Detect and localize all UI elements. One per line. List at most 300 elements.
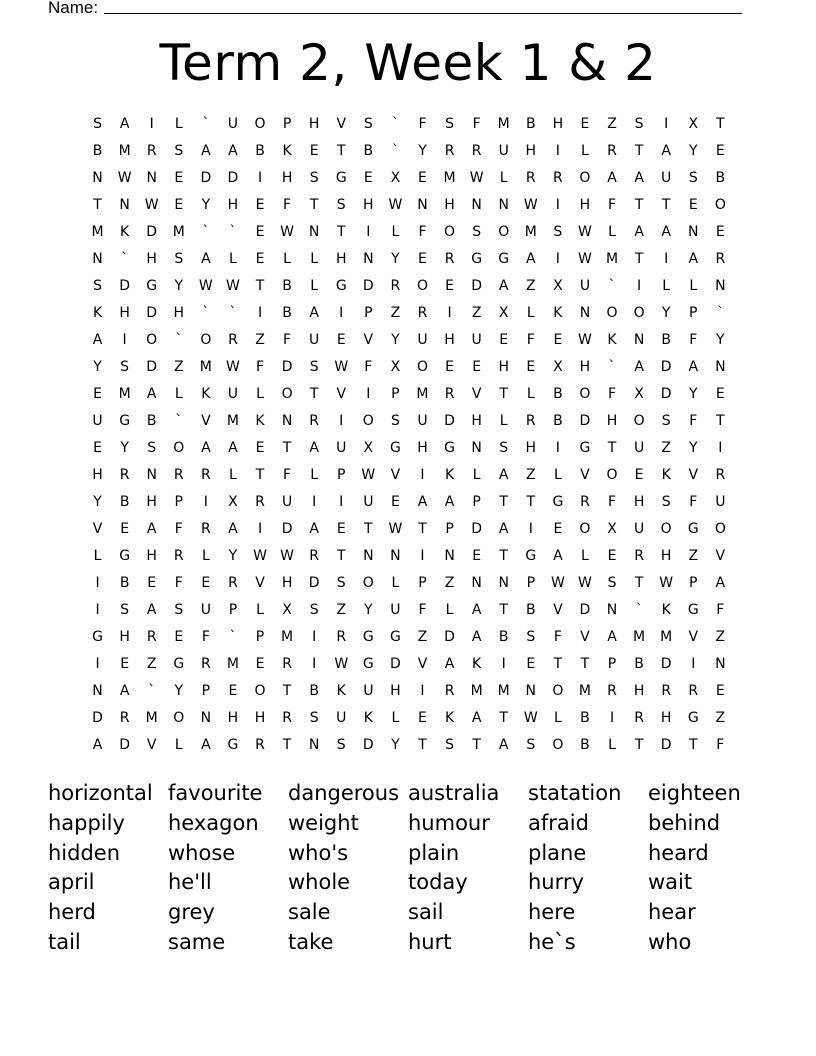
grid-letter[interactable]: H [525,440,537,456]
grid-letter[interactable]: U [417,332,428,348]
grid-letter[interactable]: D [92,710,103,726]
grid-letter[interactable]: S [336,575,346,591]
grid-letter[interactable]: M [524,224,537,240]
grid-letter[interactable]: S [472,224,482,240]
grid-letter[interactable]: O [416,278,428,294]
grid-letter[interactable]: T [634,737,644,753]
grid-letter[interactable]: I [257,305,263,321]
grid-letter[interactable]: Y [418,143,427,159]
grid-letter[interactable]: D [119,737,130,753]
grid-letter[interactable]: V [471,386,482,402]
name-field[interactable] [48,0,742,18]
grid-letter[interactable]: T [255,278,265,294]
grid-letter[interactable]: M [226,413,239,429]
grid-letter[interactable]: S [174,251,184,267]
grid-letter[interactable]: G [335,278,347,294]
grid-letter[interactable]: H [281,575,293,591]
grid-letter[interactable]: H [173,305,185,321]
grid-letter[interactable]: H [146,494,157,510]
grid-letter[interactable]: N [525,683,537,699]
grid-letter[interactable]: R [525,413,536,429]
grid-letter[interactable]: Y [201,197,211,213]
grid-letter[interactable]: F [418,116,427,132]
grid-letter[interactable]: L [174,386,183,402]
grid-letter[interactable]: E [715,683,725,699]
grid-letter[interactable]: S [120,359,130,375]
grid-letter[interactable]: X [607,521,617,537]
grid-letter[interactable]: E [418,170,427,186]
grid-letter[interactable]: T [580,656,590,672]
grid-letter[interactable]: O [200,332,212,348]
grid-letter[interactable]: ` [635,602,643,618]
grid-letter[interactable]: L [256,602,264,618]
grid-letter[interactable]: O [579,386,591,402]
grid-letter[interactable]: I [366,224,371,240]
grid-letter[interactable]: I [420,683,425,699]
grid-letter[interactable]: Y [391,332,400,348]
grid-letter[interactable]: P [255,629,265,645]
grid-letter[interactable]: D [200,170,212,186]
grid-letter[interactable]: E [255,440,265,456]
grid-letter[interactable]: W [659,575,674,591]
grid-letter[interactable]: E [93,440,102,456]
grid-letter[interactable]: A [498,521,509,537]
grid-letter[interactable]: N [363,251,374,267]
grid-letter[interactable]: I [637,278,642,294]
grid-letter[interactable]: G [362,629,374,645]
grid-letter[interactable]: K [661,602,671,618]
grid-letter[interactable]: P [445,521,454,537]
grid-letter[interactable]: G [552,494,564,510]
grid-letter[interactable]: L [391,224,400,240]
grid-letter[interactable]: L [310,278,319,294]
grid-letter[interactable]: ` [121,251,129,267]
grid-letter[interactable]: V [553,602,563,618]
grid-letter[interactable]: Z [471,305,482,321]
grid-letter[interactable]: A [417,494,428,510]
grid-letter[interactable]: H [227,197,239,213]
grid-letter[interactable]: H [579,359,591,375]
grid-letter[interactable]: P [418,575,427,591]
grid-letter[interactable]: T [255,467,265,483]
grid-letter[interactable]: T [282,440,292,456]
grid-letter[interactable]: F [472,116,481,132]
grid-letter[interactable]: Y [93,359,102,375]
grid-letter[interactable]: H [633,494,645,510]
grid-letter[interactable]: E [201,575,211,591]
grid-letter[interactable]: A [688,251,699,267]
grid-letter[interactable]: T [716,413,725,429]
grid-letter[interactable]: A [634,224,644,240]
grid-letter[interactable]: F [716,737,725,753]
grid-letter[interactable]: H [579,197,591,213]
grid-letter[interactable]: A [607,629,617,645]
grid-letter[interactable]: X [498,305,509,321]
grid-letter[interactable]: P [689,305,698,321]
grid-letter[interactable]: P [689,575,698,591]
grid-letter[interactable]: A [119,116,130,132]
grid-letter[interactable]: I [555,197,560,213]
grid-letter[interactable]: I [122,332,127,348]
grid-letter[interactable]: R [173,467,184,483]
grid-letter[interactable]: D [281,359,293,375]
grid-letter[interactable]: K [255,413,265,429]
grid-letter[interactable]: D [390,656,401,672]
grid-letter[interactable]: Y [364,602,373,618]
grid-letter[interactable]: M [660,629,673,645]
grid-letter[interactable]: D [660,386,672,402]
grid-letter[interactable]: G [362,656,374,672]
grid-letter[interactable]: D [444,413,455,429]
grid-letter[interactable]: H [227,710,239,726]
grid-letter[interactable]: W [226,278,240,294]
grid-letter[interactable]: T [418,521,427,537]
grid-letter[interactable]: F [553,629,562,645]
grid-letter[interactable]: H [444,332,455,348]
grid-letter[interactable]: L [93,548,102,564]
grid-letter[interactable]: G [498,251,510,267]
grid-letter[interactable]: O [146,332,158,348]
grid-letter[interactable]: A [661,143,671,159]
grid-letter[interactable]: D [660,359,672,375]
grid-letter[interactable]: B [553,386,563,402]
grid-letter[interactable]: ` [202,305,210,321]
grid-letter[interactable]: B [92,143,103,159]
grid-letter[interactable]: S [661,494,671,510]
grid-letter[interactable]: A [146,386,157,402]
grid-letter[interactable]: S [661,413,671,429]
grid-letter[interactable]: X [688,116,699,132]
grid-letter[interactable]: T [282,683,292,699]
grid-letter[interactable]: V [580,629,590,645]
grid-letter[interactable]: U [309,332,320,348]
grid-letter[interactable]: U [227,386,239,402]
grid-letter[interactable]: A [444,656,455,672]
grid-letter[interactable]: ` [716,305,724,321]
grid-letter[interactable]: D [444,629,455,645]
grid-letter[interactable]: B [119,575,130,591]
grid-letter[interactable]: K [92,305,103,321]
grid-letter[interactable]: E [418,710,427,726]
grid-letter[interactable]: Y [228,548,238,564]
grid-letter[interactable]: ` [175,413,183,429]
grid-letter[interactable]: M [443,170,456,186]
grid-letter[interactable]: T [282,737,292,753]
grid-letter[interactable]: D [308,575,320,591]
grid-letter[interactable]: E [255,251,265,267]
grid-letter[interactable]: T [364,521,373,537]
grid-letter[interactable]: H [146,548,157,564]
grid-letter[interactable]: M [91,224,104,240]
grid-letter[interactable]: E [472,359,482,375]
grid-letter[interactable]: U [579,278,591,294]
grid-letter[interactable]: U [200,602,211,618]
grid-letter[interactable]: H [119,629,130,645]
grid-letter[interactable]: S [174,602,184,618]
grid-letter[interactable]: H [119,305,130,321]
grid-letter[interactable]: I [149,116,154,132]
grid-letter[interactable]: H [552,116,564,132]
grid-letter[interactable]: D [660,737,672,753]
grid-letter[interactable]: U [363,683,374,699]
grid-letter[interactable]: A [309,305,319,321]
grid-letter[interactable]: T [499,602,508,618]
grid-letter[interactable]: I [609,710,615,726]
grid-letter[interactable]: T [499,494,508,510]
grid-letter[interactable]: W [550,575,565,591]
grid-letter[interactable]: S [309,170,319,186]
grid-letter[interactable]: I [718,440,723,456]
grid-letter[interactable]: W [334,359,349,375]
grid-letter[interactable]: R [282,710,292,726]
grid-letter[interactable]: Y [174,278,184,294]
grid-letter[interactable]: A [228,440,238,456]
grid-letter[interactable]: Z [390,305,401,321]
grid-letter[interactable]: R [634,710,644,726]
grid-letter[interactable]: O [362,413,374,429]
grid-letter[interactable]: O [579,521,591,537]
grid-letter[interactable]: D [362,278,374,294]
grid-letter[interactable]: T [499,548,508,564]
grid-letter[interactable]: D [579,413,591,429]
grid-letter[interactable]: T [93,197,102,213]
grid-letter[interactable]: T [607,440,617,456]
grid-letter[interactable]: N [606,602,618,618]
grid-letter[interactable]: G [389,440,401,456]
grid-letter[interactable]: N [715,278,726,294]
grid-letter[interactable]: M [470,683,483,699]
grid-letter[interactable]: Y [391,251,400,267]
grid-letter[interactable]: P [201,683,211,699]
grid-letter[interactable]: T [526,494,536,510]
grid-letter[interactable]: I [555,143,560,159]
grid-letter[interactable]: B [255,143,265,159]
grid-letter[interactable]: M [145,710,158,726]
grid-letter[interactable]: B [525,602,536,618]
grid-letter[interactable]: E [336,332,346,348]
grid-letter[interactable]: D [119,278,130,294]
grid-letter[interactable]: L [526,305,535,321]
grid-letter[interactable]: E [120,656,130,672]
grid-letter[interactable]: U [363,494,374,510]
grid-letter[interactable]: W [280,548,294,564]
grid-letter[interactable]: B [146,413,157,429]
grid-letter[interactable]: F [418,224,427,240]
grid-letter[interactable]: M [416,386,429,402]
grid-letter[interactable]: E [147,575,157,591]
grid-letter[interactable]: A [688,359,699,375]
grid-letter[interactable]: G [687,710,699,726]
grid-letter[interactable]: T [661,197,671,213]
grid-letter[interactable]: Z [525,467,536,483]
grid-letter[interactable]: I [95,656,100,672]
grid-letter[interactable]: S [336,737,346,753]
grid-letter[interactable]: I [528,521,533,537]
grid-letter[interactable]: T [553,656,563,672]
grid-letter[interactable]: L [608,224,616,240]
grid-letter[interactable]: K [363,710,373,726]
grid-letter[interactable]: W [578,575,592,591]
grid-letter[interactable]: E [526,656,536,672]
grid-letter[interactable]: A [498,467,509,483]
grid-letter[interactable]: T [336,548,346,564]
grid-letter[interactable]: A [607,170,617,186]
grid-letter[interactable]: X [553,359,563,375]
grid-letter[interactable]: E [363,170,373,186]
grid-letter[interactable]: G [471,251,483,267]
grid-letter[interactable]: H [363,197,374,213]
grid-letter[interactable]: T [634,197,644,213]
grid-letter[interactable]: K [201,386,211,402]
grid-letter[interactable]: W [334,656,349,672]
grid-letter[interactable]: D [471,278,483,294]
grid-letter[interactable]: G [146,278,158,294]
grid-letter[interactable]: A [309,521,319,537]
grid-letter[interactable]: P [228,602,238,618]
grid-letter[interactable]: Z [607,116,617,132]
grid-letter[interactable]: P [364,305,373,321]
grid-letter[interactable]: R [688,683,699,699]
grid-letter[interactable]: S [526,737,536,753]
grid-letter[interactable]: O [606,305,618,321]
grid-letter[interactable]: M [172,224,185,240]
grid-letter[interactable]: Z [715,710,726,726]
grid-letter[interactable]: S [147,440,157,456]
grid-letter[interactable]: R [146,629,157,645]
grid-letter[interactable]: D [146,224,158,240]
grid-letter[interactable]: A [146,602,157,618]
grid-letter[interactable]: F [283,467,292,483]
grid-letter[interactable]: R [200,656,211,672]
grid-letter[interactable]: M [118,386,131,402]
grid-letter[interactable]: ` [608,278,616,294]
grid-letter[interactable]: L [499,170,508,186]
grid-letter[interactable]: B [715,170,726,186]
grid-letter[interactable]: Z [255,332,265,348]
grid-letter[interactable]: ` [202,116,210,132]
grid-letter[interactable]: I [312,494,317,510]
grid-letter[interactable]: S [93,278,102,294]
grid-letter[interactable]: E [472,548,482,564]
grid-letter[interactable]: ` [391,116,399,132]
grid-letter[interactable]: H [308,116,320,132]
grid-letter[interactable]: L [391,575,400,591]
grid-letter[interactable]: L [553,710,562,726]
grid-letter[interactable]: E [255,656,265,672]
grid-letter[interactable]: A [634,170,644,186]
grid-letter[interactable]: R [607,143,617,159]
grid-letter[interactable]: A [92,332,103,348]
grid-letter[interactable]: T [418,737,427,753]
grid-letter[interactable]: O [498,224,510,240]
grid-letter[interactable]: R [336,629,347,645]
grid-letter[interactable]: H [633,683,645,699]
grid-letter[interactable]: N [715,359,726,375]
grid-letter[interactable]: G [444,440,455,456]
grid-letter[interactable]: E [390,494,400,510]
grid-letter[interactable]: F [716,602,725,618]
grid-letter[interactable]: F [526,332,535,348]
grid-letter[interactable]: A [119,683,130,699]
grid-letter[interactable]: T [499,386,508,402]
grid-letter[interactable]: A [553,548,563,564]
grid-letter[interactable]: E [715,224,725,240]
grid-letter[interactable]: B [553,413,563,429]
grid-letter[interactable]: V [146,737,157,753]
grid-letter[interactable]: E [526,359,536,375]
grid-letter[interactable]: R [634,548,644,564]
grid-letter[interactable]: V [201,413,211,429]
grid-letter[interactable]: I [447,305,452,321]
grid-letter[interactable]: E [120,521,130,537]
grid-letter[interactable]: S [120,602,130,618]
grid-letter[interactable]: I [691,656,696,672]
grid-letter[interactable]: D [471,521,483,537]
grid-letter[interactable]: K [282,143,292,159]
grid-letter[interactable]: I [312,629,317,645]
grid-letter[interactable]: S [607,575,617,591]
grid-letter[interactable]: N [715,656,726,672]
grid-letter[interactable]: D [146,359,158,375]
grid-letter[interactable]: L [581,143,589,159]
grid-letter[interactable]: V [715,548,726,564]
grid-letter[interactable]: N [363,548,374,564]
grid-letter[interactable]: ` [229,305,237,321]
grid-letter[interactable]: R [553,170,563,186]
grid-letter[interactable]: X [390,170,401,186]
grid-letter[interactable]: H [417,440,428,456]
grid-letter[interactable]: T [309,197,319,213]
grid-letter[interactable]: R [119,467,130,483]
grid-letter[interactable]: E [255,197,265,213]
grid-letter[interactable]: B [282,305,292,321]
grid-letter[interactable]: L [689,278,698,294]
grid-letter[interactable]: N [498,575,509,591]
grid-letter[interactable]: H [525,143,537,159]
grid-letter[interactable]: L [608,737,616,753]
grid-letter[interactable]: Z [661,440,671,456]
grid-letter[interactable]: K [472,656,482,672]
grid-letter[interactable]: G [525,548,537,564]
grid-letter[interactable]: Z [444,575,455,591]
grid-letter[interactable]: A [201,143,211,159]
grid-letter[interactable]: V [688,629,699,645]
grid-letter[interactable]: E [580,116,590,132]
grid-letter[interactable]: N [308,737,320,753]
grid-letter[interactable]: A [498,737,509,753]
grid-letter[interactable]: R [444,143,455,159]
grid-letter[interactable]: ` [175,332,183,348]
grid-letter[interactable]: F [255,359,265,375]
grid-letter[interactable]: W [578,224,592,240]
grid-letter[interactable]: G [119,548,131,564]
grid-letter[interactable]: R [228,575,238,591]
grid-letter[interactable]: Y [716,332,725,348]
grid-letter[interactable]: I [95,602,100,618]
grid-letter[interactable]: Z [525,278,536,294]
grid-letter[interactable]: N [92,170,103,186]
grid-letter[interactable]: Z [173,359,184,375]
grid-letter[interactable]: T [716,116,725,132]
grid-letter[interactable]: S [499,440,509,456]
grid-letter[interactable]: R [715,467,726,483]
grid-letter[interactable]: U [92,413,103,429]
grid-letter[interactable]: L [445,602,454,618]
grid-letter[interactable]: T [499,710,508,726]
grid-letter[interactable]: A [309,440,319,456]
grid-letter[interactable]: I [555,251,560,267]
grid-letter[interactable]: G [227,737,239,753]
